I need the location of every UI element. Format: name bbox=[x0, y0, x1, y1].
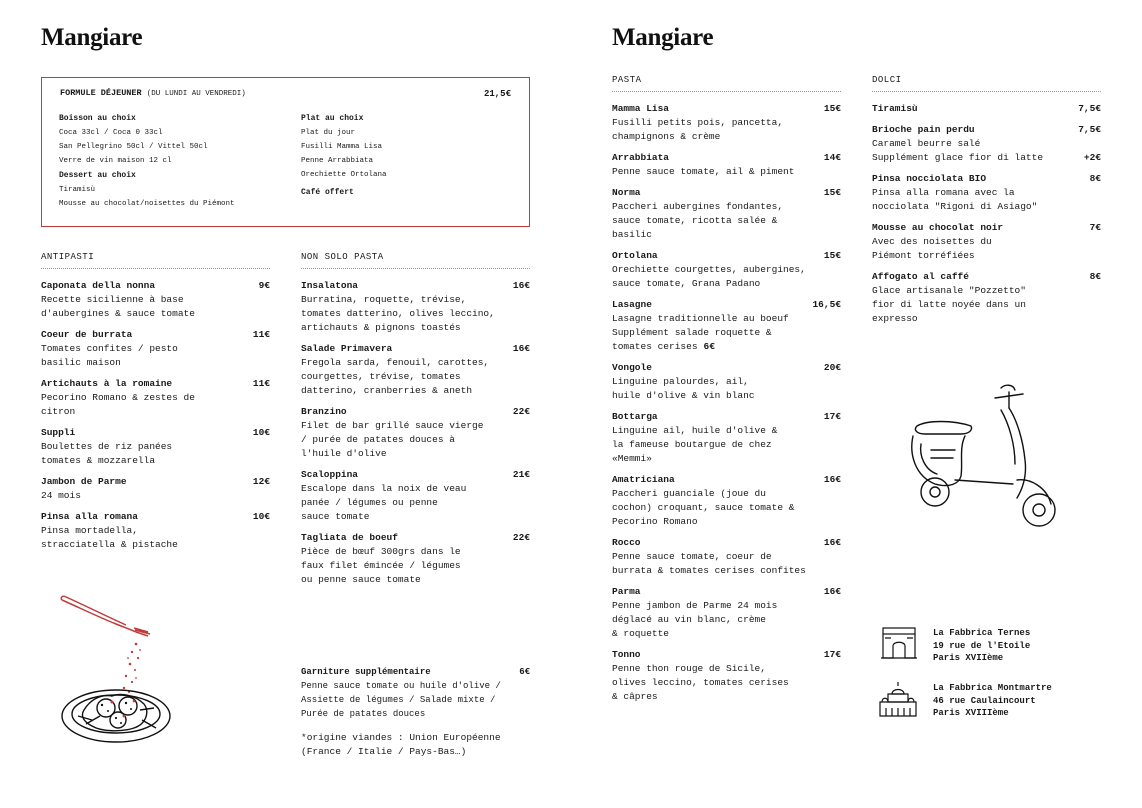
menu-item-desc-line: sauce tomate, Grana Padano bbox=[612, 278, 761, 289]
menu-item-price: 8€ bbox=[1089, 173, 1101, 184]
menu-item-desc-line: / purée de patates douces à bbox=[301, 434, 455, 445]
menu-item-name: Bottarga bbox=[612, 411, 658, 422]
menu-item-price: 17€ bbox=[823, 649, 841, 660]
garniture-desc-line: Penne sauce tomate ou huile d'olive / bbox=[301, 681, 501, 691]
boisson-item: San Pellegrino 50cl / Vittel 50cl bbox=[59, 143, 208, 151]
menu-item bbox=[612, 151, 841, 179]
menu-item-desc-line: & roquette bbox=[612, 628, 670, 639]
right-page-title: Mangiare bbox=[612, 24, 714, 51]
menu-item-desc-line: «Memmi» bbox=[612, 453, 652, 464]
menu-item bbox=[612, 648, 841, 704]
menu-item bbox=[612, 361, 841, 403]
garniture-supplementaire bbox=[301, 665, 530, 721]
menu-item-price: 16€ bbox=[512, 280, 530, 291]
menu-item-desc-line: Penne jambon de Parme 24 mois bbox=[612, 600, 778, 611]
sacre-coeur-icon bbox=[878, 680, 918, 718]
menu-item-desc-line: citron bbox=[41, 406, 76, 417]
menu-item-desc-line: Filet de bar grillé sauce vierge bbox=[301, 420, 484, 431]
menu-item-desc-line: sauce tomate, ricotta salée & bbox=[612, 215, 778, 226]
garniture-name: Garniture supplémentaire bbox=[301, 667, 431, 677]
menu-item bbox=[612, 298, 841, 354]
menu-item-price: 11€ bbox=[252, 378, 270, 389]
menu-item-desc-line: Paccheri guanciale (joue du bbox=[612, 488, 766, 499]
menu-item bbox=[612, 186, 841, 242]
menu-item-desc-line: Tomates confites / pesto bbox=[41, 343, 178, 354]
menu-item-desc-line: Supplément salade roquette & bbox=[612, 327, 772, 338]
menu-item-name: Amatriciana bbox=[612, 474, 675, 485]
formule-title bbox=[60, 88, 246, 98]
menu-item-name: Artichauts à la romaine bbox=[41, 378, 173, 389]
menu-item bbox=[612, 249, 841, 291]
menu-item-name: Lasagne bbox=[612, 299, 652, 310]
arc-de-triomphe-icon bbox=[880, 624, 918, 660]
menu-item-price: 22€ bbox=[512, 532, 530, 543]
menu-item-name: Brioche pain perdu bbox=[872, 124, 975, 135]
menu-item-desc-line: Paccheri aubergines fondantes, bbox=[612, 201, 784, 212]
dessert-item: Mousse au chocolat/noisettes du Piémont bbox=[59, 200, 235, 208]
boisson-heading: Boisson au choix bbox=[59, 114, 136, 123]
plat-item: Orechiette Ortolana bbox=[301, 171, 387, 179]
menu-item-desc-line: Linguine palourdes, ail, bbox=[612, 376, 749, 387]
menu-item-desc-text: tomates cerises bbox=[612, 341, 698, 352]
formule-right-column bbox=[301, 111, 387, 200]
menu-item-desc-line: d'aubergines & sauce tomate bbox=[41, 308, 195, 319]
menu-item-desc-line: Penne sauce tomate, ail & piment bbox=[612, 166, 795, 177]
menu-item-desc-line: champignons & crème bbox=[612, 131, 721, 142]
menu-item-desc-line: Pinsa alla romana avec la bbox=[872, 187, 1015, 198]
location-name: La Fabbrica Ternes bbox=[933, 628, 1031, 638]
menu-item-price: 16€ bbox=[823, 537, 841, 548]
garniture-desc-line: Assiette de légumes / Salade mixte / bbox=[301, 695, 496, 705]
dessert-item: Tiramisù bbox=[59, 186, 96, 194]
menu-item bbox=[872, 172, 1101, 214]
menu-item-desc-line: Pecorino Romano & zestes de bbox=[41, 392, 195, 403]
plat-item: Penne Arrabbiata bbox=[301, 157, 374, 165]
garniture-price: 6€ bbox=[519, 667, 530, 677]
menu-item-desc-line: cochon) croquant, sauce tomate & bbox=[612, 502, 795, 513]
location-city: Paris XVIIIème bbox=[933, 708, 1009, 718]
menu-item-price: 16€ bbox=[823, 586, 841, 597]
menu-item-desc-line: Escalope dans la noix de veau bbox=[301, 483, 467, 494]
cafe-offert: Café offert bbox=[301, 188, 354, 197]
menu-item-price: 16€ bbox=[512, 343, 530, 354]
menu-item-desc-line: Penne thon rouge de Sicile, bbox=[612, 663, 766, 674]
menu-item-name: Salade Primavera bbox=[301, 343, 393, 354]
origine-viandes-note bbox=[301, 731, 541, 759]
menu-item-name: Rocco bbox=[612, 537, 641, 548]
formule-dejeuner-box bbox=[41, 77, 530, 227]
menu-item-desc-line: Recette sicilienne à base bbox=[41, 294, 184, 305]
menu-item bbox=[872, 221, 1101, 263]
menu-item-desc-line: Boulettes de riz panées bbox=[41, 441, 173, 452]
menu-item-name: Insalatona bbox=[301, 280, 359, 291]
menu-item-desc-line: déglacé au vin blanc, crème bbox=[612, 614, 766, 625]
menu-item bbox=[612, 585, 841, 641]
menu-item bbox=[41, 475, 270, 503]
origine-line: (France / Italie / Pays-Bas…) bbox=[301, 746, 467, 757]
menu-item-desc-line: Fregola sarda, fenouil, carottes, bbox=[301, 357, 490, 368]
menu-item bbox=[41, 377, 270, 419]
pasta-title: PASTA bbox=[612, 75, 841, 92]
menu-item bbox=[872, 123, 1101, 165]
menu-item-desc-line: & câpres bbox=[612, 691, 658, 702]
menu-item-name: Affogato al caffé bbox=[872, 271, 969, 282]
menu-item bbox=[41, 510, 270, 552]
location-name: La Fabbrica Montmartre bbox=[933, 683, 1052, 693]
location-street: 46 rue Caulaincourt bbox=[933, 695, 1036, 706]
menu-item-price: 22€ bbox=[512, 406, 530, 417]
vespa-scooter-illustration bbox=[905, 380, 1065, 535]
menu-item bbox=[41, 279, 270, 321]
menu-item-desc-line: 24 mois bbox=[41, 490, 81, 501]
menu-item-name: Vongole bbox=[612, 362, 652, 373]
dessert-heading: Dessert au choix bbox=[59, 171, 136, 180]
menu-item-price: 9€ bbox=[258, 280, 270, 291]
menu-item bbox=[612, 102, 841, 144]
menu-item-desc-line: faux filet émincée / légumes bbox=[301, 560, 461, 571]
menu-item-desc-line: Lasagne traditionnelle au boeuf bbox=[612, 313, 789, 324]
menu-item-desc-line: huile d'olive & vin blanc bbox=[612, 390, 755, 401]
left-page-title: Mangiare bbox=[41, 24, 143, 51]
menu-item-desc-line: datterino, cranberries & aneth bbox=[301, 385, 473, 396]
menu-item-desc-line: Caramel beurre salé bbox=[872, 138, 981, 149]
menu-item-name: Pinsa nocciolata BIO bbox=[872, 173, 987, 184]
menu-item-desc-line: Avec des noisettes du bbox=[872, 236, 992, 247]
menu-item bbox=[612, 410, 841, 466]
menu-item-price: 8€ bbox=[1089, 271, 1101, 282]
menu-item-desc-line: tomates datterino, olives leccino, bbox=[301, 308, 495, 319]
menu-item-desc-line: courgettes, trévise, tomates bbox=[301, 371, 461, 382]
non-solo-pasta-title: NON SOLO PASTA bbox=[301, 252, 530, 269]
menu-item bbox=[301, 468, 530, 524]
menu-item-desc-line: sauce tomate bbox=[301, 511, 370, 522]
menu-item-desc-line: fior di latte noyée dans un bbox=[872, 299, 1026, 310]
menu-item-price: 21€ bbox=[512, 469, 530, 480]
location-ternes bbox=[933, 627, 1030, 665]
menu-item-desc-line: Burratina, roquette, trévise, bbox=[301, 294, 467, 305]
menu-item-desc-line: Fusilli petits pois, pancetta, bbox=[612, 117, 784, 128]
menu-item-desc-line: Pinsa mortadella, bbox=[41, 525, 138, 536]
menu-item-price: 16€ bbox=[823, 474, 841, 485]
menu-item-desc-line: l'huile d'olive bbox=[301, 448, 387, 459]
menu-item bbox=[301, 342, 530, 398]
non-solo-pasta-section bbox=[301, 252, 530, 594]
menu-item bbox=[872, 270, 1101, 326]
menu-item-desc-line: Penne sauce tomate, coeur de bbox=[612, 551, 772, 562]
menu-item-name: Tonno bbox=[612, 649, 641, 660]
menu-item-name: Tagliata de boeuf bbox=[301, 532, 398, 543]
menu-item-desc-line: burrata & tomates cerises confites bbox=[612, 565, 806, 576]
menu-item-name: Mousse au chocolat noir bbox=[872, 222, 1004, 233]
menu-item-desc-line: Pecorino Romano bbox=[612, 516, 698, 527]
menu-item-name: Pinsa alla romana bbox=[41, 511, 138, 522]
menu-item-desc-text: Supplément glace fior di latte bbox=[872, 152, 1044, 163]
menu-item bbox=[612, 536, 841, 578]
location-montmartre bbox=[933, 682, 1052, 720]
plat-item: Plat du jour bbox=[301, 129, 356, 137]
menu-item bbox=[301, 531, 530, 587]
menu-item-name: Caponata della nonna bbox=[41, 280, 156, 291]
menu-item-desc-line: Glace artisanale "Pozzetto" bbox=[872, 285, 1026, 296]
menu-item-desc-line: nocciolata "Rigoni di Asiago" bbox=[872, 201, 1038, 212]
location-street: 19 rue de l'Etoile bbox=[933, 640, 1031, 651]
menu-item-desc-line: Orechiette courgettes, aubergines, bbox=[612, 264, 806, 275]
boisson-item: Coca 33cl / Coca 0 33cl bbox=[59, 129, 163, 137]
menu-item-price: 16,5€ bbox=[812, 299, 841, 310]
menu-item-name: Mamma Lisa bbox=[612, 103, 670, 114]
formule-price: 21,5€ bbox=[483, 89, 511, 99]
pasta-plate-with-fork-illustration bbox=[56, 592, 186, 752]
menu-item-name: Norma bbox=[612, 187, 641, 198]
menu-item-desc-line: ou penne sauce tomate bbox=[301, 574, 421, 585]
menu-item-price: 7,5€ bbox=[1078, 124, 1101, 135]
origine-line: *origine viandes : Union Européenne bbox=[301, 732, 501, 743]
menu-item-desc-line bbox=[612, 340, 841, 354]
menu-item-desc-line: Piémont torréfiées bbox=[872, 250, 975, 261]
menu-item bbox=[301, 405, 530, 461]
menu-item-desc-line: Linguine ail, huile d'olive & bbox=[612, 425, 778, 436]
menu-item-name: Parma bbox=[612, 586, 641, 597]
formule-left-column bbox=[59, 111, 235, 211]
menu-item bbox=[612, 473, 841, 529]
plat-heading: Plat au choix bbox=[301, 114, 364, 123]
menu-item-desc-line: panée / légumes ou penne bbox=[301, 497, 438, 508]
menu-item-name: Coeur de burrata bbox=[41, 329, 133, 340]
menu-item-price: 11€ bbox=[252, 329, 270, 340]
menu-item-desc-line: tomates & mozzarella bbox=[41, 455, 156, 466]
menu-item-price: 14€ bbox=[823, 152, 841, 163]
formule-subtitle: (DU LUNDI AU VENDREDI) bbox=[146, 90, 246, 98]
pasta-section bbox=[612, 75, 841, 711]
menu-item-name: Arrabbiata bbox=[612, 152, 670, 163]
menu-item-price: 12€ bbox=[252, 476, 270, 487]
menu-item-name: Jambon de Parme bbox=[41, 476, 127, 487]
menu-item bbox=[41, 426, 270, 468]
menu-item-desc-line bbox=[872, 151, 1101, 165]
menu-item-desc-line: basilic maison bbox=[41, 357, 121, 368]
menu-item-price: 7€ bbox=[1089, 222, 1101, 233]
garniture-desc-line: Purée de patates douces bbox=[301, 709, 426, 719]
supplement-price: +2€ bbox=[1083, 152, 1101, 163]
supplement-price: 6€ bbox=[703, 341, 715, 352]
menu-item-desc-line: stracciatella & pistache bbox=[41, 539, 178, 550]
antipasti-section bbox=[41, 252, 270, 559]
menu-item-desc-line: expresso bbox=[872, 313, 918, 324]
antipasti-title: ANTIPASTI bbox=[41, 252, 270, 269]
menu-item-price: 15€ bbox=[823, 250, 841, 261]
menu-item-price: 10€ bbox=[252, 427, 270, 438]
menu-item-price: 15€ bbox=[823, 187, 841, 198]
menu-item-name: Ortolana bbox=[612, 250, 658, 261]
menu-item-price: 10€ bbox=[252, 511, 270, 522]
menu-item-name: Scaloppina bbox=[301, 469, 359, 480]
menu-item-name: Suppli bbox=[41, 427, 76, 438]
menu-item-price: 7,5€ bbox=[1078, 103, 1101, 114]
menu-item-name: Branzino bbox=[301, 406, 347, 417]
location-city: Paris XVIIème bbox=[933, 653, 1004, 663]
menu-item-desc-line: la fameuse boutargue de chez bbox=[612, 439, 772, 450]
menu-item-desc-line: olives leccino, tomates cerises bbox=[612, 677, 789, 688]
menu-item-desc-line: Pièce de bœuf 300grs dans le bbox=[301, 546, 461, 557]
menu-item-price: 17€ bbox=[823, 411, 841, 422]
menu-item bbox=[872, 102, 1101, 116]
menu-item-desc-line: basilic bbox=[612, 229, 652, 240]
boisson-item: Verre de vin maison 12 cl bbox=[59, 157, 172, 165]
menu-item-price: 15€ bbox=[823, 103, 841, 114]
menu-item-desc-line: artichauts & pignons toastés bbox=[301, 322, 461, 333]
menu-item-name: Tiramisù bbox=[872, 103, 918, 114]
menu-item bbox=[41, 328, 270, 370]
menu-item bbox=[301, 279, 530, 335]
formule-title-text: FORMULE DÉJEUNER bbox=[60, 88, 142, 98]
dolci-title: DOLCI bbox=[872, 75, 1101, 92]
plat-item: Fusilli Mamma Lisa bbox=[301, 143, 383, 151]
dolci-section bbox=[872, 75, 1101, 333]
menu-item-price: 20€ bbox=[823, 362, 841, 373]
